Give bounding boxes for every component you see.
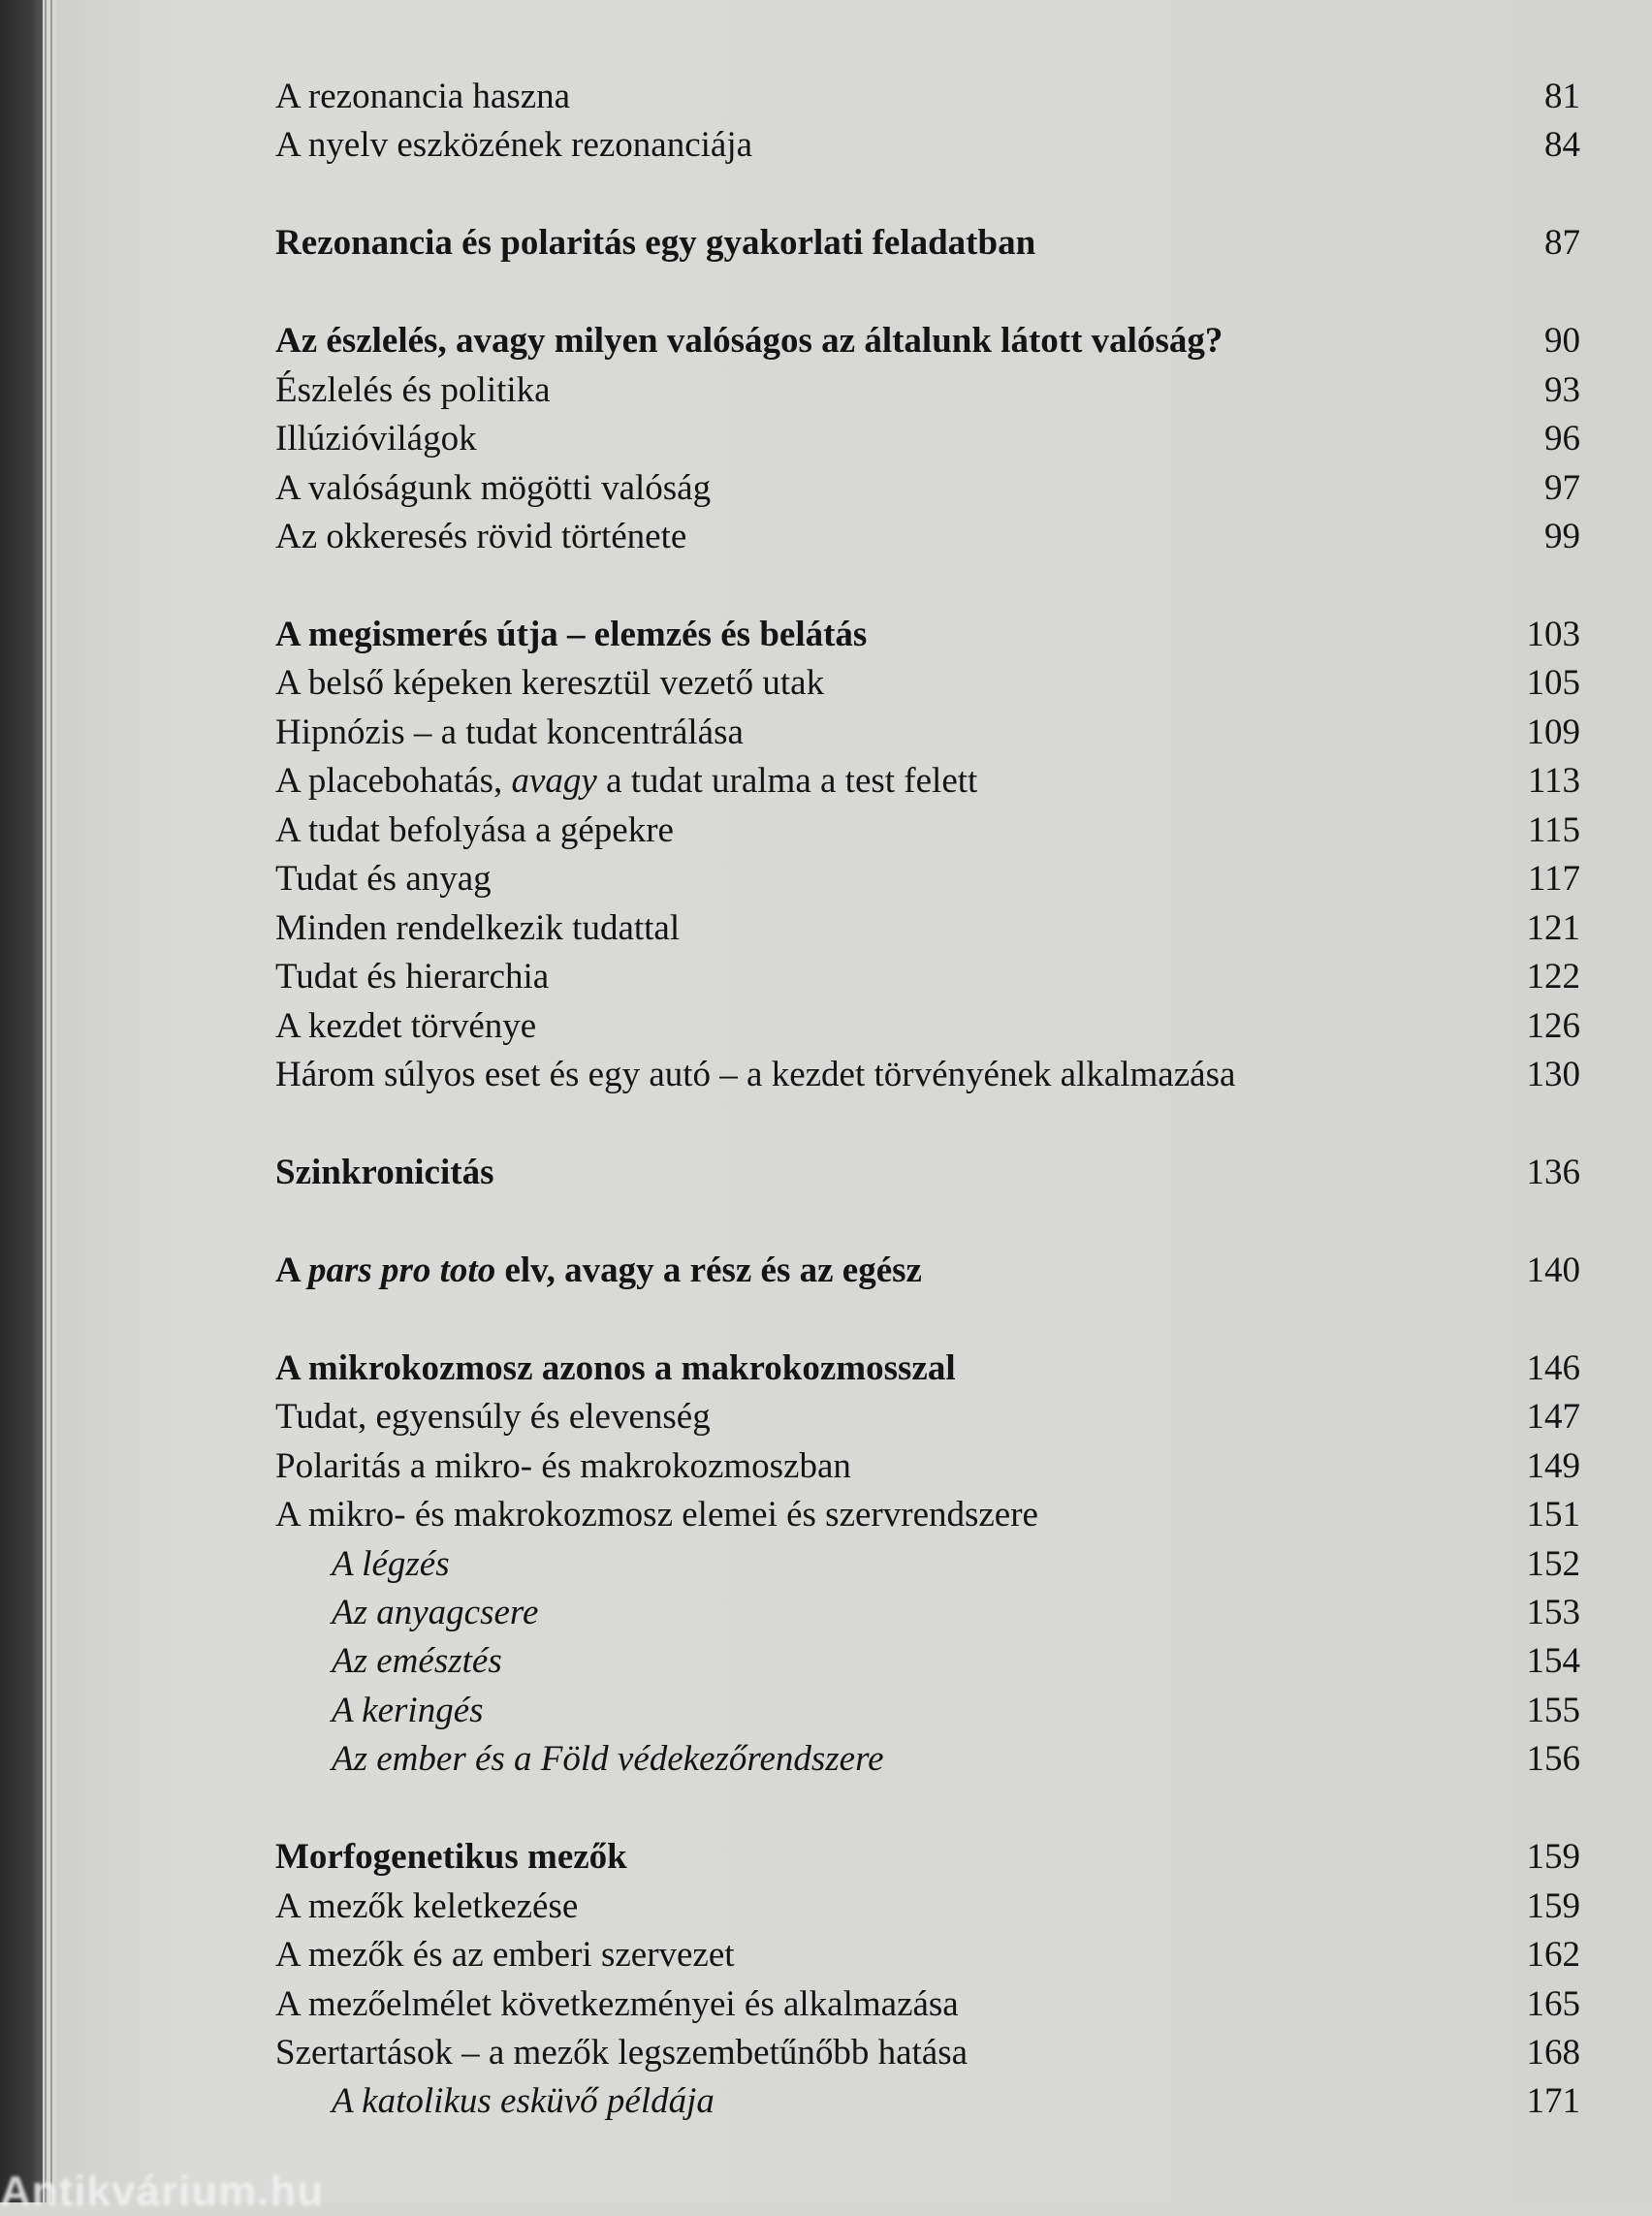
toc-entry-title: Szertartások – a mezők legszembetűnőbb hatása <box>275 2033 969 2073</box>
toc-entry <box>275 1442 1580 1491</box>
toc-entry <box>275 1247 1580 1295</box>
toc-entry-page: 159 <box>1526 1885 1580 1926</box>
toc-entry-page: 109 <box>1526 712 1580 752</box>
toc-entry-title: Morfogenetikus mezők <box>275 1837 627 1878</box>
toc-entry <box>275 709 1580 757</box>
toc-entry <box>275 659 1580 708</box>
toc-entry <box>275 1540 1580 1589</box>
toc-entry <box>275 611 1580 659</box>
toc-entry-title: A mezőelmélet következményei és alkalmazása <box>275 1983 959 2024</box>
toc-entry <box>275 1735 1580 1784</box>
toc-entry-page: 105 <box>1526 663 1580 704</box>
toc-entry <box>275 757 1580 806</box>
toc-entry-page: 140 <box>1526 1250 1580 1290</box>
toc-entry <box>275 1687 1580 1735</box>
toc-entry <box>275 2077 1580 2126</box>
toc-entry <box>275 317 1580 365</box>
toc-entry <box>275 1589 1580 1637</box>
toc-entry-title: Az emésztés <box>332 1641 502 1682</box>
toc-entry-title: Az okkeresés rövid története <box>275 517 687 557</box>
toc-entry-page: 84 <box>1544 125 1580 166</box>
toc-entry-page: 87 <box>1544 223 1580 264</box>
toc-entry-title: A katolikus esküvő példája <box>332 2081 715 2122</box>
toc-entry <box>275 1833 1580 1882</box>
toc-entry <box>275 366 1580 415</box>
toc-entry-page: 152 <box>1526 1543 1580 1584</box>
toc-entry-page: 165 <box>1526 1983 1580 2024</box>
toc-entry-title: A valóságunk mögötti valóság <box>275 467 712 508</box>
toc-entry-page: 136 <box>1526 1152 1580 1192</box>
watermark: Antikvárium.hu <box>0 2168 325 2215</box>
toc-entry <box>275 1883 1580 1931</box>
toc-entry-title: A mezők keletkezése <box>275 1885 579 1926</box>
page-edge <box>45 0 47 2202</box>
toc-entry-title: Illúzióvilágok <box>275 419 477 459</box>
toc-entry-page: 93 <box>1544 369 1580 410</box>
toc-entry <box>275 953 1580 1001</box>
toc-entry <box>275 1491 1580 1539</box>
toc-entry <box>275 855 1580 903</box>
toc-entry-title: Az észlelés, avagy milyen valóságos az általunk látott valóság? <box>275 321 1223 362</box>
toc-entry-page: 149 <box>1526 1445 1580 1486</box>
toc-entry-title: Szinkronicitás <box>275 1152 494 1192</box>
italic-term: avagy <box>511 761 597 802</box>
toc-entry <box>275 1980 1580 2029</box>
toc-entry <box>275 1051 1580 1099</box>
toc-entry-page: 113 <box>1527 761 1580 802</box>
toc-entry-page: 147 <box>1526 1397 1580 1438</box>
toc-entry-title: A kezdet törvénye <box>275 1005 537 1046</box>
toc-entry-title: Rezonancia és polaritás egy gyakorlati feladatban <box>275 223 1036 264</box>
toc-entry <box>275 73 1580 121</box>
toc-entry-title: Hipnózis – a tudat koncentrálása <box>275 712 744 752</box>
toc-entry-title: Az anyagcsere <box>332 1592 539 1632</box>
toc-entry <box>275 2029 1580 2077</box>
page-edge <box>50 0 52 2202</box>
toc-entry <box>275 513 1580 561</box>
toc-entry-page: 151 <box>1526 1495 1580 1535</box>
toc-entry-page: 154 <box>1526 1641 1580 1682</box>
toc-entry-title: A légzés <box>332 1543 450 1584</box>
toc-entry-title: A mikrokozmosz azonos a makrokozmosszal <box>275 1347 956 1388</box>
toc-entry-page: 153 <box>1526 1592 1580 1632</box>
toc-entry-page: 171 <box>1526 2081 1580 2122</box>
toc-entry-page: 81 <box>1544 77 1580 116</box>
toc-entry <box>275 1931 1580 1979</box>
toc-entry-page: 156 <box>1526 1739 1580 1780</box>
toc-entry-title: A mikro- és makrokozmosz elemei és szervrendszere <box>275 1495 1038 1535</box>
toc-entry <box>275 807 1580 855</box>
toc-entry <box>275 1345 1580 1393</box>
toc-entry-title: A keringés <box>332 1690 484 1730</box>
toc-entry-page: 97 <box>1544 467 1580 508</box>
toc-entry <box>275 464 1580 513</box>
toc-entry-title: Észlelés és politika <box>275 369 551 410</box>
toc-entry-page: 146 <box>1526 1347 1580 1388</box>
toc-entry-page: 117 <box>1527 859 1580 900</box>
toc-entry-title: Három súlyos eset és egy autó – a kezdet törvényének alkalmazása <box>275 1055 1236 1094</box>
toc-entry-page: 121 <box>1526 907 1580 948</box>
toc-entry <box>275 1393 1580 1441</box>
toc-entry <box>275 1637 1580 1686</box>
toc-entry-page: 159 <box>1526 1837 1580 1878</box>
toc-entry-title: A nyelv eszközének rezonanciája <box>275 125 753 166</box>
italic-term: pars pro toto <box>307 1250 496 1290</box>
toc-entry-title: Tudat és hierarchia <box>275 957 550 997</box>
toc-entry <box>275 219 1580 268</box>
toc-entry-page: 115 <box>1527 809 1580 850</box>
toc-entry-title: A megismerés útja – elemzés és belátás <box>275 614 868 654</box>
toc-entry-title: A pars pro toto elv, avagy a rész és az egész <box>275 1250 922 1290</box>
toc-entry-title: Az ember és a Föld védekezőrendszere <box>332 1739 884 1780</box>
toc-entry-title: Tudat, egyensúly és elevenség <box>275 1397 711 1438</box>
toc-entry <box>275 904 1580 953</box>
toc-entry <box>275 1002 1580 1051</box>
toc-entry-title: A placebohatás, avagy a tudat uralma a test felett <box>275 761 978 802</box>
toc-entry <box>275 121 1580 170</box>
toc-entry-page: 99 <box>1544 517 1580 557</box>
toc-entry-title: Minden rendelkezik tudattal <box>275 907 681 948</box>
book-spine-shadow <box>0 0 43 2202</box>
toc-entry-page: 130 <box>1526 1055 1580 1094</box>
toc-entry-page: 103 <box>1526 614 1580 654</box>
toc-entry-page: 162 <box>1526 1935 1580 1976</box>
toc-entry-title: A tudat befolyása a gépekre <box>275 809 674 850</box>
toc-entry-page: 122 <box>1526 957 1580 997</box>
toc-entry <box>275 415 1580 463</box>
toc-entry-page: 155 <box>1526 1690 1580 1730</box>
toc-entry <box>275 1149 1580 1197</box>
toc-entry-title: A belső képeken keresztül vezető utak <box>275 663 825 704</box>
toc-entry-page: 90 <box>1544 321 1580 362</box>
toc-entry-page: 168 <box>1526 2033 1580 2073</box>
toc-entry-page: 126 <box>1526 1005 1580 1046</box>
toc-entry-page: 96 <box>1544 419 1580 459</box>
toc-entry-title: Polaritás a mikro- és makrokozmoszban <box>275 1445 851 1486</box>
toc-entry-title: A mezők és az emberi szervezet <box>275 1935 735 1976</box>
toc-entry-title: Tudat és anyag <box>275 859 492 900</box>
toc-entry-title: A rezonancia haszna <box>275 77 571 116</box>
